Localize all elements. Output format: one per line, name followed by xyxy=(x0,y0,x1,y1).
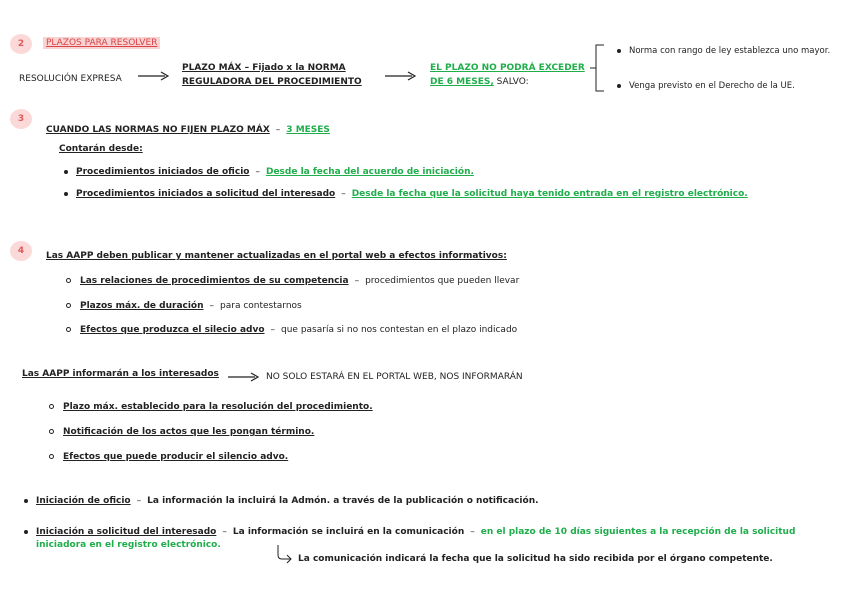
bullet-ring xyxy=(66,327,71,332)
section-4-heading: Las AAPP deben publicar y mantener actualizadas en el portal web a efectos informativos: xyxy=(46,251,507,261)
iniciacion-oficio-text: La información la incluirá la Admón. a través de la publicación o notificación. xyxy=(147,496,539,506)
inform-note: NO SOLO ESTARÁ EN EL PORTAL WEB, NOS INFORMARÁN xyxy=(266,372,523,382)
bullet-dot xyxy=(24,530,28,534)
iniciacion-solicitud-green-2: iniciadora en el registro electrónico. xyxy=(36,540,221,550)
bullet-dot xyxy=(64,170,68,174)
bullet-ring xyxy=(49,454,54,459)
s4-item-efectos-label: Efectos que produzca el silecio advo xyxy=(80,325,265,335)
s4-item-plazos-value: para contestarnos xyxy=(220,301,302,311)
s4-item-plazos-label: Plazos máx. de duración xyxy=(80,301,204,311)
contaran-desde: Contarán desde: xyxy=(59,144,143,154)
inform-item-3 xyxy=(49,452,288,462)
inform-item-1 xyxy=(49,402,373,412)
plazo-max-line2: REGULADORA DEL PROCEDIMIENTO xyxy=(182,77,362,87)
salvo-text: SALVO: xyxy=(493,77,529,87)
s4-item-plazos xyxy=(66,301,302,311)
s4-item-efectos xyxy=(66,325,517,335)
dash: – xyxy=(255,167,260,177)
s4-item-relaciones xyxy=(66,276,519,286)
right-arrow-icon xyxy=(385,71,417,81)
resolucion-expresa-label: RESOLUCIÓN EXPRESA xyxy=(19,74,122,84)
salvo-bullet-2 xyxy=(617,81,795,91)
inform-item-1-text: Plazo máx. establecido para la resolución del procedimiento. xyxy=(63,402,373,412)
bullet-dot xyxy=(617,49,621,53)
section-3-heading xyxy=(46,125,330,135)
iniciacion-solicitud-green-1: en el plazo de 10 días siguientes a la recepción de la solicitud xyxy=(480,527,796,537)
dash: – xyxy=(270,325,276,335)
s3-item-oficio xyxy=(64,167,474,177)
s3-item-oficio-value: Desde la fecha del acuerdo de iniciación. xyxy=(265,167,474,177)
salvo-bullet-2-text: Venga previsto en el Derecho de la UE. xyxy=(629,81,795,91)
iniciacion-oficio-label: Iniciación de oficio xyxy=(36,496,131,506)
bullet-ring xyxy=(49,429,54,434)
dash: – xyxy=(275,125,281,135)
right-arrow-icon xyxy=(228,372,260,382)
dash: – xyxy=(470,527,475,537)
dash: – xyxy=(222,527,227,537)
iniciacion-footnote: La comunicación indicará la fecha que la solicitud ha sido recibida por el órgano competente. xyxy=(298,554,773,564)
section-3-heading-text: CUANDO LAS NORMAS NO FIJEN PLAZO MÁX xyxy=(46,125,270,135)
dash: – xyxy=(341,189,346,199)
salvo-bullet-1 xyxy=(617,46,830,56)
section-2-title: PLAZOS PARA RESOLVER xyxy=(43,37,160,49)
inform-heading: Las AAPP informarán a los interesados xyxy=(22,369,219,379)
seis-meses: DE 6 MESES, xyxy=(430,77,494,87)
section-badge-3: 3 xyxy=(10,109,32,129)
inform-item-2 xyxy=(49,427,314,437)
bullet-dot xyxy=(24,499,28,503)
iniciacion-solicitud-text: La información se incluirá en la comunicación xyxy=(232,527,465,537)
bullet-ring xyxy=(66,278,71,283)
s4-item-efectos-value: que pasaría si no nos contestan en el plazo indicado xyxy=(281,325,518,335)
s3-item-solicitud-label: Procedimientos iniciados a solicitud del interesado xyxy=(76,189,336,199)
bullet-dot xyxy=(617,84,621,88)
bullet-ring xyxy=(49,404,54,409)
section-badge-2: 2 xyxy=(10,34,32,54)
bullet-dot xyxy=(64,192,68,196)
inform-item-2-text: Notificación de los actos que les pongan término. xyxy=(63,427,315,437)
bullet-ring xyxy=(66,303,71,308)
inform-item-3-text: Efectos que puede producir el silencio advo. xyxy=(63,452,289,462)
dash: – xyxy=(209,301,215,311)
s3-item-solicitud-value: Desde la fecha que la solicitud haya tenido entrada en el registro electrónico. xyxy=(351,189,748,199)
s4-item-relaciones-label: Las relaciones de procedimientos de su competencia xyxy=(80,276,349,286)
iniciacion-solicitud-label: Iniciación a solicitud del interesado xyxy=(36,527,217,537)
section-badge-4: 4 xyxy=(10,241,32,261)
plazo-exceder-line2 xyxy=(430,77,529,87)
right-arrow-icon xyxy=(138,71,170,81)
tres-meses: 3 MESES xyxy=(286,125,330,135)
iniciacion-solicitud xyxy=(24,527,795,537)
section-2-title-wrap xyxy=(43,38,160,48)
dash: – xyxy=(136,496,142,506)
hook-arrow-icon xyxy=(276,544,294,564)
dash: – xyxy=(354,276,360,286)
s3-item-oficio-label: Procedimientos iniciados de oficio xyxy=(76,167,250,177)
s3-item-solicitud xyxy=(64,189,748,199)
plazo-exceder-line1: EL PLAZO NO PODRÁ EXCEDER xyxy=(430,63,585,73)
plazo-max-line1: PLAZO MÁX – Fijado x la NORMA xyxy=(182,63,346,73)
salvo-bullet-1-text: Norma con rango de ley establezca uno mayor. xyxy=(629,46,831,56)
s4-item-relaciones-value: procedimientos que pueden llevar xyxy=(365,276,520,286)
iniciacion-oficio xyxy=(24,496,539,506)
bracket-icon xyxy=(590,42,610,94)
